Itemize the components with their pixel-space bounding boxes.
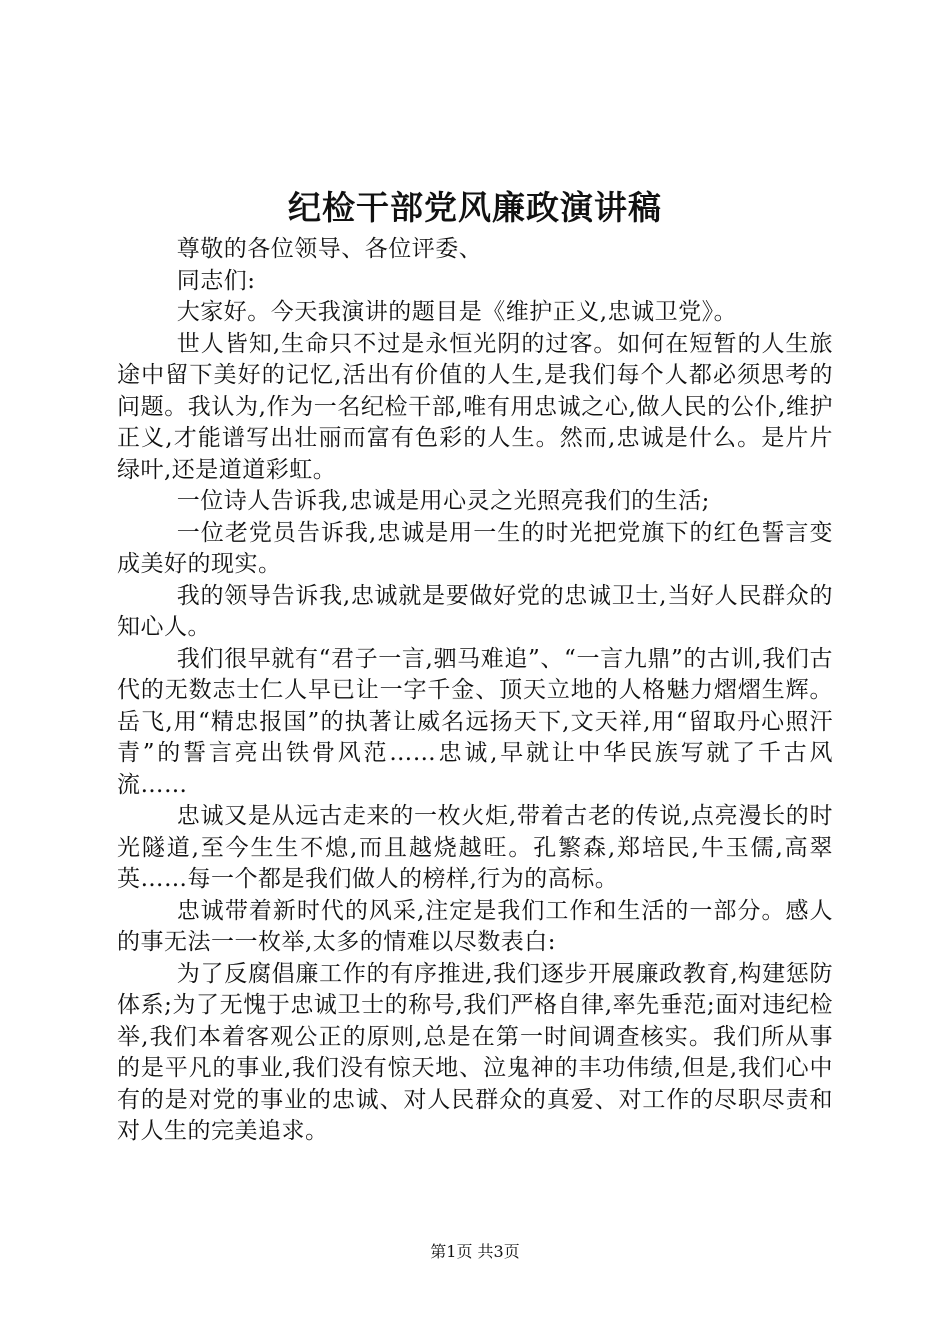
document-title: 纪检干部党风廉政演讲稿 [288, 188, 662, 227]
page-indicator: 第1页 共3页 [430, 1242, 520, 1261]
paragraph-greeting: 大家好。今天我演讲的题目是《维护正义,忠诚卫党》。 [176, 299, 738, 325]
paragraph: 忠诚又是从远古走来的一枚火炬,带着古老的传说,点亮漫长的时光隧道,至今生生不熄,而且越烧越旺。孔繁森,郑培民,牛玉儒,高翠英……每一个都是我们做人的榜样,行为的高标。 [117, 803, 833, 892]
paragraph-comrades: 同志们: [176, 267, 256, 294]
document-body [117, 234, 833, 1148]
paragraph: 一位诗人告诉我,忠诚是用心灵之光照亮我们的生活; [176, 488, 710, 514]
paragraph: 一位老党员告诉我,忠诚是用一生的时光把党旗下的红色誓言变成美好的现实。 [117, 519, 833, 577]
paragraph: 世人皆知,生命只不过是永恒光阴的过客。如何在短暂的人生旅途中留下美好的记忆,活出有价值的人生,是我们每个人都必须思考的问题。我认为,作为一名纪检干部,唯有用忠诚之心,做人民的公仆,维护正义,才能谱写出壮丽而富有色彩的人生。然而,忠诚是什么。是片片绿叶,还是道道彩虹。 [117, 330, 833, 483]
paragraph: 为了反腐倡廉工作的有序推进,我们逐步开展廉政教育,构建惩防体系;为了无愧于忠诚卫士的称号,我们严格自律,率先垂范;面对违纪检举,我们本着客观公正的原则,总是在第一时间调查核实。我们所从事的是平凡的事业,我们没有惊天地、泣鬼神的丰功伟绩,但是,我们心中有的是对党的事业的忠诚、对人民群众的真爱、对工作的尽职尽责和对人生的完美追求。 [117, 960, 833, 1144]
paragraph-salutation: 尊敬的各位领导、各位评委、 [176, 236, 483, 262]
paragraph: 我的领导告诉我,忠诚就是要做好党的忠诚卫士,当好人民群众的知心人。 [117, 582, 833, 640]
paragraph: 忠诚带着新时代的风采,注定是我们工作和生活的一部分。感人的事无法一一枚举,太多的情难以尽数表白: [117, 897, 833, 955]
paragraph: 我们很早就有“君子一言,驷马难追”、“一言九鼎”的古训,我们古代的无数志士仁人早已让一字千金、顶天立地的人格魅力熠熠生辉。岳飞,用“精忠报国”的执著让威名远扬天下,文天祥,用“留取丹心照汗青”的誓言亮出铁骨风范……忠诚,早就让中华民族写就了千古风流…… [117, 645, 833, 798]
